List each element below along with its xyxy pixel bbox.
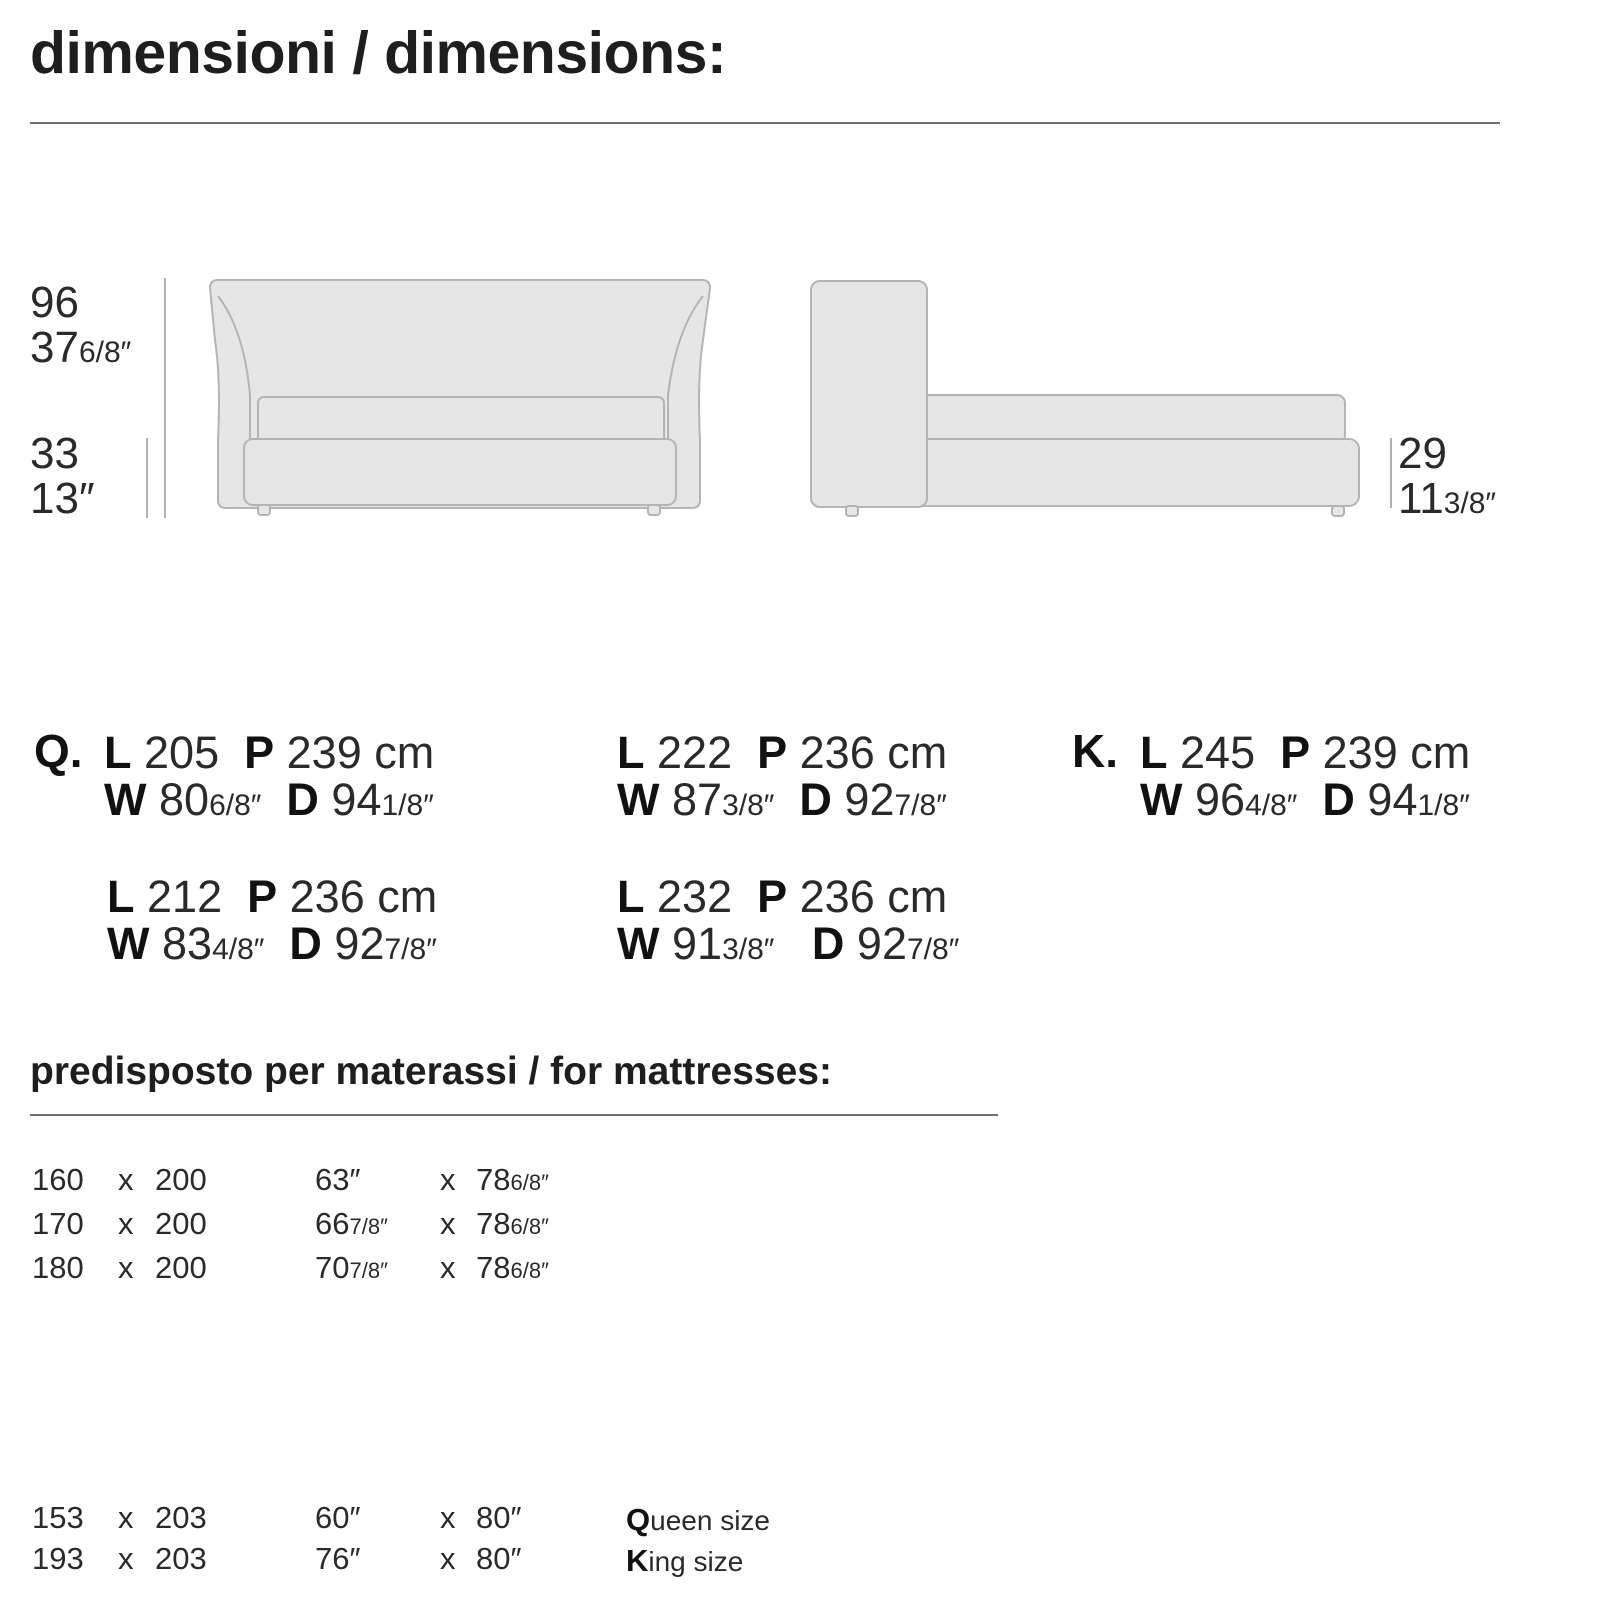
mattress-times: x: [440, 1206, 456, 1241]
mattress-width-in-fraction: 7/8″: [349, 1214, 388, 1239]
front-total-height-in-whole: 37: [30, 323, 79, 372]
mattress-times: x: [440, 1162, 456, 1197]
p-value: 239 cm: [1322, 727, 1471, 778]
w-fraction: 6/8″: [209, 789, 262, 822]
mattress-length-cm: 200: [155, 1162, 207, 1197]
mattress-times: x: [440, 1250, 456, 1285]
mattress-length-cm: 200: [155, 1206, 207, 1241]
w-value: 91: [672, 918, 723, 969]
mattress-times: x: [440, 1500, 456, 1535]
king-size-label: [626, 1545, 743, 1576]
mattress-times: x: [440, 1541, 456, 1576]
mattress-width-in: 76″: [315, 1541, 361, 1576]
p-value: 236 cm: [289, 871, 438, 922]
w-label: W: [617, 918, 660, 969]
front-total-height-cm: 96: [30, 278, 79, 327]
d-value: 92: [334, 918, 385, 969]
front-base: [244, 439, 676, 505]
mattress-length-in: [476, 1252, 549, 1283]
size-spec-line-2: [104, 774, 434, 825]
w-label: W: [1140, 774, 1183, 825]
size-spec-line-2: [107, 918, 437, 969]
mattress-width-in-whole: 63″: [315, 1162, 361, 1197]
front-total-height-in-fraction: 6/8″: [78, 336, 132, 369]
w-fraction: 3/8″: [722, 933, 775, 966]
w-fraction: 4/8″: [1245, 789, 1298, 822]
d-label: D: [799, 774, 832, 825]
size-label-initial: Q: [626, 1502, 651, 1537]
w-value: 83: [162, 918, 213, 969]
side-base-height-cm: 29: [1398, 429, 1447, 478]
d-value: 92: [844, 774, 895, 825]
mattress-width-in: 60″: [315, 1500, 361, 1535]
d-fraction: 1/8″: [1417, 789, 1470, 822]
front-base-height-in: 13″: [30, 474, 95, 523]
mattress-width-in: [315, 1208, 388, 1239]
l-label: L: [107, 871, 135, 922]
l-value: 212: [147, 871, 223, 922]
front-base-height-cm: 33: [30, 429, 79, 478]
p-value: 236 cm: [799, 727, 948, 778]
bed-front-view: [210, 280, 710, 515]
mattress-length-in-whole: 78: [476, 1206, 511, 1241]
d-value: 94: [331, 774, 382, 825]
side-base-height-in-whole: 11: [1398, 474, 1444, 523]
mattress-width-in-whole: 70: [315, 1250, 350, 1285]
side-mattress-top: [913, 395, 1345, 443]
p-value: 236 cm: [799, 871, 948, 922]
mattress-width-cm: 160: [32, 1162, 84, 1197]
mattress-width-in: [315, 1164, 360, 1195]
d-fraction: 7/8″: [894, 789, 947, 822]
size-spec-line-2: [617, 774, 947, 825]
l-value: 232: [657, 871, 733, 922]
d-value: 92: [856, 918, 907, 969]
w-label: W: [617, 774, 660, 825]
side-leg-right: [1332, 506, 1344, 516]
w-label: W: [107, 918, 150, 969]
front-leg-left: [258, 505, 270, 515]
bed-side-view: [811, 281, 1359, 516]
mattress-times: x: [118, 1541, 134, 1576]
l-value: 222: [657, 727, 733, 778]
d-fraction: 7/8″: [906, 933, 960, 966]
size-prefix-queen: Q.: [34, 725, 83, 777]
front-leg-right: [648, 505, 660, 515]
w-value: 96: [1195, 774, 1246, 825]
w-fraction: 3/8″: [722, 789, 775, 822]
w-label: W: [104, 774, 147, 825]
mattress-length-in-fraction: 6/8″: [510, 1214, 549, 1239]
mattress-width-cm: 193: [32, 1541, 84, 1576]
mattress-length-in: 80″: [476, 1541, 522, 1576]
size-spec-line-1: [107, 871, 438, 922]
size-label-rest: ueen size: [650, 1505, 770, 1536]
mattress-length-cm: 203: [155, 1500, 207, 1535]
d-label: D: [289, 918, 322, 969]
side-headboard: [811, 281, 927, 507]
p-label: P: [757, 727, 788, 778]
mattress-length-in: 80″: [476, 1500, 522, 1535]
size-spec-line-1: [1140, 727, 1471, 778]
l-label: L: [104, 727, 132, 778]
mattress-length-in: [476, 1208, 549, 1239]
l-value: 205: [144, 727, 220, 778]
mattress-width-in-fraction: 7/8″: [349, 1258, 388, 1283]
l-label: L: [1140, 727, 1168, 778]
mattress-width-in-whole: 66: [315, 1206, 350, 1241]
size-spec-line-2: [1140, 774, 1470, 825]
mattress-width-in: [315, 1252, 388, 1283]
mattress-length-in-whole: 78: [476, 1250, 511, 1285]
d-fraction: 7/8″: [384, 933, 437, 966]
mattress-divider: [30, 1114, 998, 1116]
d-value: 94: [1367, 774, 1418, 825]
size-label-initial: K: [626, 1543, 649, 1578]
mattress-length-cm: 203: [155, 1541, 207, 1576]
d-label: D: [1322, 774, 1355, 825]
mattress-length-in: [476, 1164, 549, 1195]
bed-drawings: [0, 0, 1600, 620]
p-label: P: [244, 727, 275, 778]
mattress-length-cm: 200: [155, 1250, 207, 1285]
mattress-length-in-whole: 78: [476, 1162, 511, 1197]
size-spec-line-1: [617, 871, 948, 922]
mattress-times: x: [118, 1162, 134, 1197]
queen-size-label: [626, 1504, 770, 1535]
mattress-times: x: [118, 1250, 134, 1285]
size-label-rest: ing size: [648, 1546, 744, 1577]
size-spec-line-2: [617, 918, 960, 969]
mattress-times: x: [118, 1500, 134, 1535]
mattress-heading: predisposto per materassi / for mattresses:: [30, 1050, 832, 1093]
p-label: P: [1280, 727, 1311, 778]
d-fraction: 1/8″: [381, 789, 434, 822]
l-label: L: [617, 727, 645, 778]
mattress-width-cm: 170: [32, 1206, 84, 1241]
mattress-length-in-fraction: 6/8″: [510, 1170, 549, 1195]
d-label: D: [811, 918, 845, 969]
size-spec-line-1: [104, 727, 435, 778]
w-value: 87: [672, 774, 723, 825]
w-value: 80: [159, 774, 210, 825]
d-label: D: [286, 774, 319, 825]
l-value: 245: [1180, 727, 1256, 778]
size-spec-line-1: [617, 727, 948, 778]
side-base: [913, 439, 1359, 506]
side-base-height-in-fraction: 3/8″: [1443, 487, 1497, 520]
p-value: 239 cm: [286, 727, 435, 778]
w-fraction: 4/8″: [212, 933, 265, 966]
side-leg-left: [846, 506, 858, 516]
size-prefix-king: K.: [1072, 725, 1118, 777]
mattress-times: x: [118, 1206, 134, 1241]
l-label: L: [617, 871, 645, 922]
page-title: dimensioni / dimensions:: [30, 20, 727, 86]
p-label: P: [757, 871, 788, 922]
front-pillow: [258, 397, 664, 443]
mattress-width-cm: 180: [32, 1250, 84, 1285]
mattress-length-in-fraction: 6/8″: [510, 1258, 549, 1283]
p-label: P: [247, 871, 278, 922]
mattress-width-cm: 153: [32, 1500, 84, 1535]
